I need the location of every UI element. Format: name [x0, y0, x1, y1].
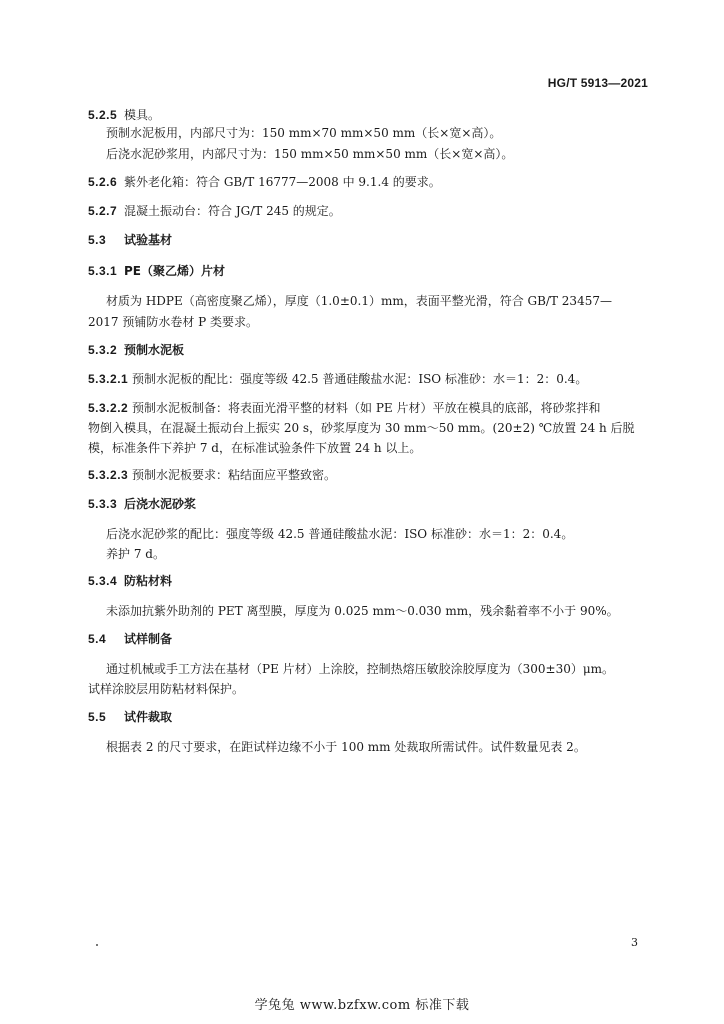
page-number: 3: [631, 936, 638, 949]
clause-text: 紫外老化箱：符合 GB/T 16777—2008 中 9.1.4 的要求。: [124, 175, 441, 189]
clause-text: 预制水泥板要求：粘结面应平整致密。: [132, 468, 337, 482]
clause-text: 混凝土振动台：符合 JG/T 245 的规定。: [124, 204, 341, 218]
section-5-4-heading: [88, 631, 172, 647]
clause-number: 5.2.5: [88, 108, 118, 122]
clause-5-3-4-text: 未添加抗紫外助剂的 PET 离型膜，厚度为 0.025 mm～0.030 mm，残余黏着率不小于 90%。: [106, 604, 619, 618]
clause-5-3-1-para-line-2: 2017 预铺防水卷材 P 类要求。: [88, 315, 259, 329]
clause-title: 模具。: [124, 108, 161, 122]
clause-text: 预制水泥板制备：将表面光滑平整的材料（如 PE 片材）平放在模具的底部，将砂浆拌和: [132, 401, 601, 415]
clause-number: 5.3.2.2: [88, 401, 129, 415]
clause-number: 5.3.4: [88, 574, 118, 588]
section-title: 试件裁取: [124, 710, 173, 724]
clause-5-3-2-2-line-2: 物倒入模具，在混凝土振动台上振实 20 s，砂浆厚度为 30 mm～50 mm。(20±2) ℃放置 24 h 后脱: [88, 421, 635, 435]
clause-5-3-3-line-1: 后浇水泥砂浆的配比：强度等级 42.5 普通硅酸盐水泥：ISO 标准砂：水＝1：2：0.4。: [106, 527, 574, 541]
section-5-4-line-1: 通过机械或手工方法在基材（PE 片材）上涂胶，控制热熔压敏胶涂胶厚度为（300±30）μm。: [106, 662, 615, 676]
clause-5-2-5-line-2: 后浇水泥砂浆用，内部尺寸为：150 mm×50 mm×50 mm（长×宽×高）。: [106, 147, 514, 161]
clause-5-3-3-line-2: 养护 7 d。: [106, 547, 165, 561]
section-number: 5.3: [88, 233, 107, 247]
clause-5-2-6: [88, 174, 441, 190]
clause-5-3-2-3: [88, 467, 336, 483]
clause-title: 防粘材料: [124, 574, 173, 588]
clause-5-3-2-heading: [88, 342, 184, 358]
clause-5-3-1-heading: [88, 263, 225, 279]
clause-number: 5.3.3: [88, 497, 118, 511]
clause-5-3-2-1: [88, 371, 587, 387]
section-5-4-line-2: 试样涂胶层用防粘材料保护。: [88, 682, 245, 696]
standard-code-header: HG/T 5913—2021: [547, 76, 648, 90]
section-5-3-heading: [88, 232, 172, 248]
clause-title: PE（聚乙烯）片材: [124, 264, 225, 278]
clause-5-2-5: [88, 107, 160, 123]
section-5-5-heading: [88, 709, 172, 725]
clause-5-2-5-line-1: 预制水泥板用，内部尺寸为：150 mm×70 mm×50 mm（长×宽×高）。: [106, 126, 502, 140]
clause-title: 预制水泥板: [124, 343, 185, 357]
clause-5-3-1-para-line-1: 材质为 HDPE（高密度聚乙烯），厚度（1.0±0.1）mm，表面平整光滑，符合 GB/T 23457—: [106, 294, 612, 308]
clause-5-3-3-heading: [88, 496, 196, 512]
clause-number: 5.3.2.1: [88, 372, 129, 386]
clause-number: 5.3.1: [88, 264, 118, 278]
clause-number: 5.2.7: [88, 204, 118, 218]
section-number: 5.4: [88, 632, 107, 646]
scan-speck: [96, 944, 98, 946]
section-title: 试验基材: [124, 233, 173, 247]
clause-5-2-7: [88, 203, 341, 219]
clause-number: 5.3.2: [88, 343, 118, 357]
section-title: 试样制备: [124, 632, 173, 646]
footer-watermark: 学兔兔 www.bzfxw.com 标准下载: [254, 998, 470, 1013]
clause-5-3-2-2-line-3: 模，标准条件下养护 7 d，在标准试验条件下放置 24 h 以上。: [88, 441, 422, 455]
clause-number: 5.3.2.3: [88, 468, 129, 482]
section-number: 5.5: [88, 710, 107, 724]
clause-text: 预制水泥板的配比：强度等级 42.5 普通硅酸盐水泥：ISO 标准砂：水＝1：2：0.4。: [132, 372, 588, 386]
clause-5-3-4-heading: [88, 573, 172, 589]
clause-title: 后浇水泥砂浆: [124, 497, 197, 511]
section-5-5-text: 根据表 2 的尺寸要求，在距试样边缘不小于 100 mm 处裁取所需试件。试件数量见表 2。: [106, 740, 586, 754]
clause-5-3-2-2: [88, 400, 600, 416]
clause-number: 5.2.6: [88, 175, 118, 189]
